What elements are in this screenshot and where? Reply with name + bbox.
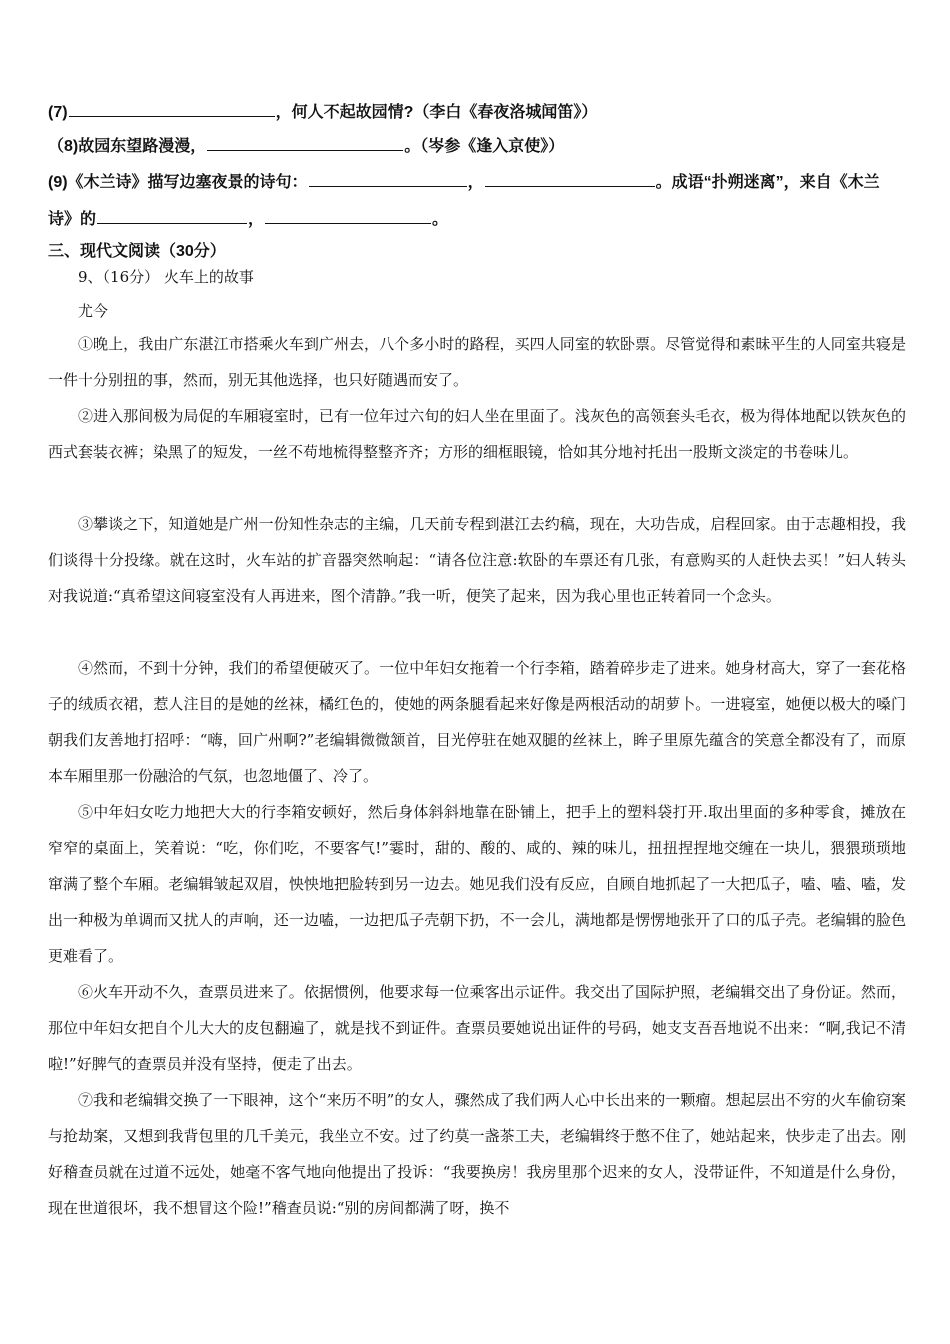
question-8-end: 。（岑参《逢入京使》）	[404, 138, 565, 155]
question-7-number: (7)	[48, 104, 68, 121]
question-8-start: （8)故园东望路漫漫，	[48, 138, 207, 155]
section-heading: 三、现代文阅读（30分）	[48, 243, 226, 260]
question-9-start: (9)《木兰诗》描写边塞夜景的诗句：	[48, 174, 308, 191]
paragraph-3: ③攀谈之下，知道她是广州一份知性杂志的主编，几天前专程到湛江去约稿，现在，大功告成，启程回家。由于志趣相投，我们谈得十分投缘。就在这时，火车站的扩音器突然响起：“请各位注意:软卧的车票还有几张，有意购买的人赶快去买！”妇人转头对我说道:“真希望这间寝室没有人再进来，图个清静。”我一听，便笑了起来，因为我心里也正转着同一个念头。	[48, 515, 906, 605]
question-9-line2-comma: ，	[248, 211, 265, 228]
article-author: 尤今	[78, 302, 109, 320]
question-9-label: 9、（16分） 火车上的故事	[78, 268, 254, 286]
answer-blank[interactable]	[207, 134, 403, 151]
question-9-line2-end: 。	[432, 211, 449, 228]
answer-blank[interactable]	[69, 100, 275, 117]
question-9-line2-start: 诗》的	[48, 211, 97, 228]
question-9-line-1	[48, 170, 880, 195]
paragraph-6: ⑥火车开动不久，查票员进来了。依据惯例，他要求每一位乘客出示证件。我交出了国际护照，老编辑交出了身份证。然而，那位中年妇女把自个儿大大的皮包翻遍了，就是找不到证件。查票员要她说出证件的号码，她支支吾吾地说不出来：“啊,我记不清啦!”好脾气的查票员并没有坚持，便走了出去。	[48, 983, 906, 1073]
answer-blank[interactable]	[97, 207, 247, 224]
paragraph-5: ⑤中年妇女吃力地把大大的行李箱安顿好，然后身体斜斜地靠在卧铺上，把手上的塑料袋打开.取出里面的多种零食，摊放在窄窄的桌面上，笑着说：“吃，你们吃，不要客气!”霎时，甜的、酸的、咸的、辣的味儿，扭扭捏捏地交缠在一块儿，猥猥琐琐地窜满了整个车厢。老编辑皱起双眉，怏怏地把脸转到另一边去。她见我们没有反应，自顾自地抓起了一大把瓜子，嗑、嗑、嗑，发出一种极为单调而又扰人的声响，还一边嗑，一边把瓜子壳朝下扔，不一会儿，满地都是愣愣地张开了口的瓜子壳。老编辑的脸色更难看了。	[48, 803, 906, 965]
paragraph-7: ⑦我和老编辑交换了一下眼神，这个“来历不明”的女人，骤然成了我们两人心中长出来的一颗瘤。想起层出不穷的火车偷窃案与抢劫案，又想到我背包里的几千美元，我坐立不安。过了约莫一盏茶工夫，老编辑终于憋不住了，她站起来，快步走了出去。刚好稽查员就在过道不远处，她毫不客气地向他提出了投诉：“我要换房！我房里那个迟来的女人，没带证件，不知道是什么身份，现在世道很坏，我不想冒这个险!”稽查员说:“别的房间都满了呀，换不	[48, 1091, 906, 1217]
question-9-comma: ，	[467, 174, 484, 191]
question-9-line-2	[48, 207, 448, 232]
paragraph-1: ①晚上，我由广东湛江市搭乘火车到广州去，八个多小时的路程，买四人同室的软卧票。尽管觉得和素昧平生的人同室共寝是一件十分别扭的事，然而，别无其他选择，也只好随遇而安了。	[48, 335, 906, 389]
answer-blank[interactable]	[485, 170, 655, 187]
answer-blank[interactable]	[265, 207, 431, 224]
paragraph-4: ④然而，不到十分钟，我们的希望便破灭了。一位中年妇女拖着一个行李箱，踏着碎步走了进来。她身材高大，穿了一套花格子的绒质衣裙，惹人注目的是她的丝袜，橘红色的，使她的两条腿看起来好像是两根活动的胡萝卜。一进寝室，她便以极大的嗓门朝我们友善地打招呼：“嗨，回广州啊?”老编辑微微颔首，目光停驻在她双腿的丝袜上，眸子里原先蕴含的笑意全都没有了，而原本车厢里那一份融洽的气氛，也忽地僵了、冷了。	[48, 659, 906, 785]
question-7	[48, 100, 597, 125]
paragraph-2: ②进入那间极为局促的车厢寝室时，已有一位年过六旬的妇人坐在里面了。浅灰色的高领套头毛衣，极为得体地配以铁灰色的西式套装衣裤；染黑了的短发，一丝不苟地梳得整整齐齐；方形的细框眼镜，恰如其分地衬托出一股斯文淡定的书卷味儿。	[48, 407, 906, 461]
answer-blank[interactable]	[309, 170, 467, 187]
question-7-text: ，何人不起故园情?（李白《春夜洛城闻笛》）	[275, 104, 598, 121]
question-9-end: 。成语“扑朔迷离”，来自《木兰	[655, 174, 880, 191]
question-8	[48, 134, 564, 159]
